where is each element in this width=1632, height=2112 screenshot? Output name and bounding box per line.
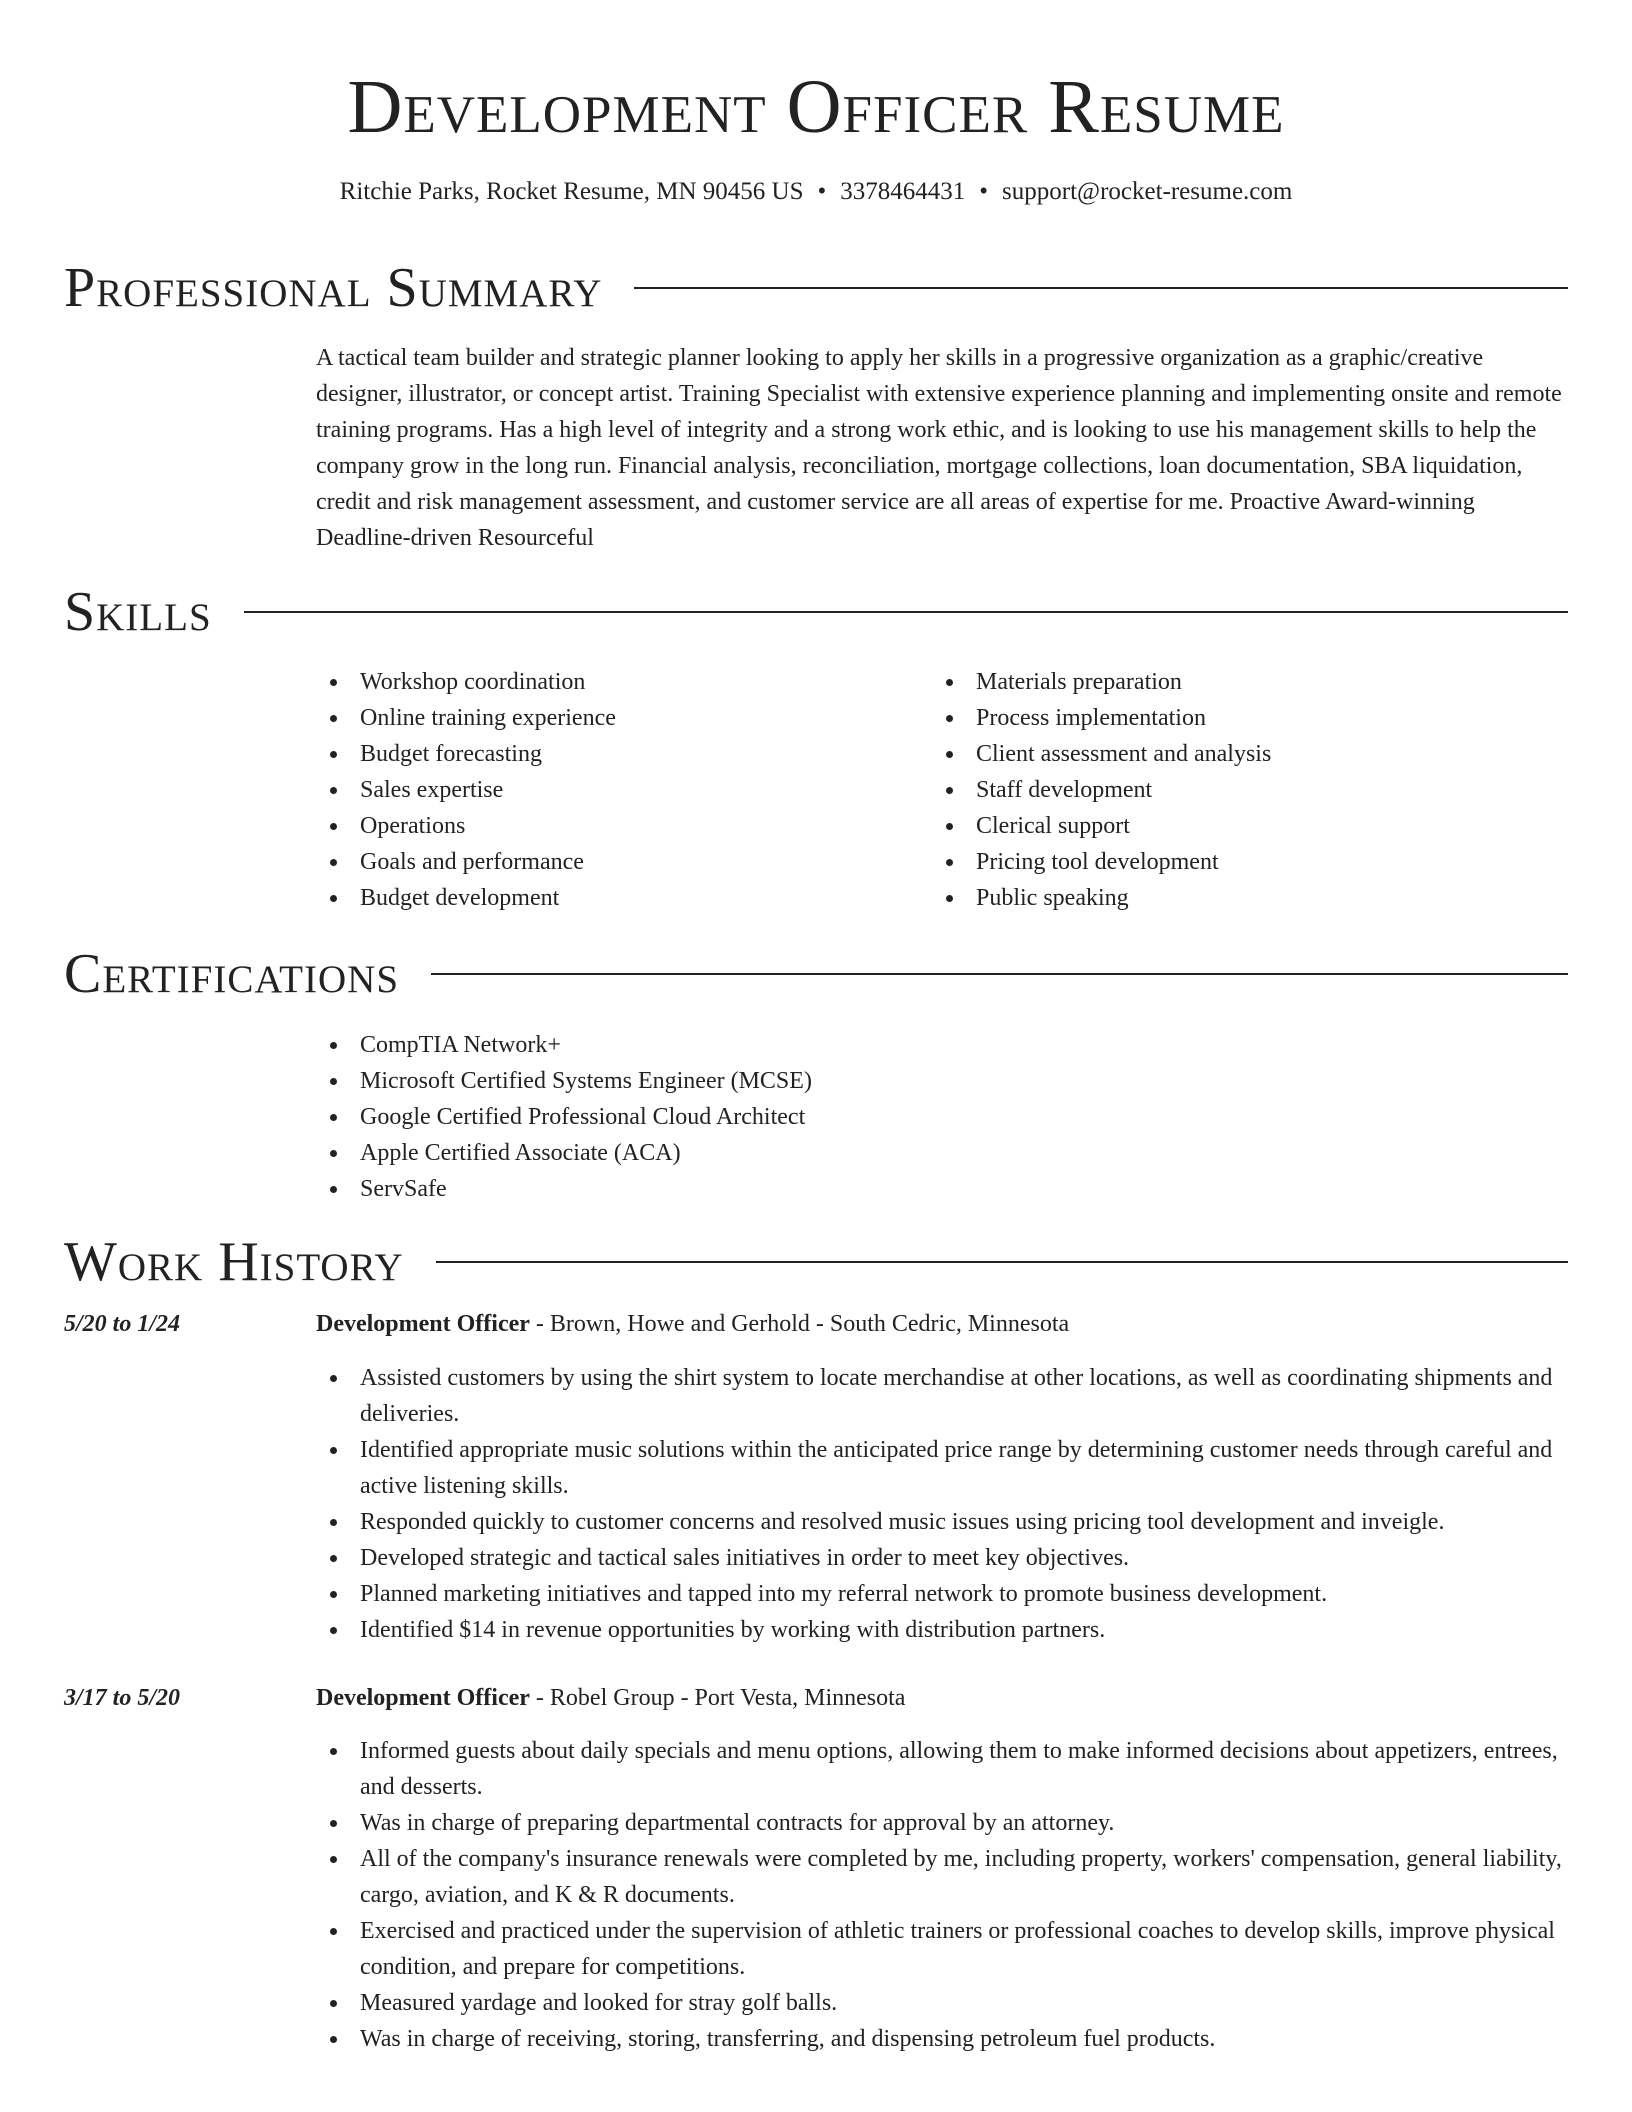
skill-item: Budget development	[316, 880, 916, 916]
certification-item: CompTIA Network+	[316, 1027, 1216, 1063]
job-bullets	[316, 1360, 1572, 1648]
section-heading: Work History	[64, 1231, 404, 1293]
job-bullet: Exercised and practiced under the supervision of athletic trainers or professional coaches to develop skills, improve physical condition, and prepare for competitions.	[316, 1913, 1572, 1985]
skill-item: Clerical support	[932, 808, 1532, 844]
job-role: Development Officer	[316, 1685, 530, 1711]
job-dates: 3/17 to 5/20	[64, 1685, 181, 1711]
contact-phone[interactable]: 3378464431	[840, 178, 966, 205]
job-bullets	[316, 1733, 1572, 2057]
section-professional-summary	[64, 258, 1568, 318]
skills-list-right	[932, 664, 1532, 916]
certification-item: Apple Certified Associate (ACA)	[316, 1135, 1216, 1171]
skill-item: Public speaking	[932, 880, 1532, 916]
job-bullet: Developed strategic and tactical sales initiatives in order to meet key objectives.	[316, 1540, 1572, 1576]
skill-item: Sales expertise	[316, 772, 916, 808]
summary-text: A tactical team builder and strategic planner looking to apply her skills in a progressive organization as a graphic/creative designer, illustrator, or concept artist. Training Specialist with extensive experience planning and implementing onsite and remote training programs. Has a high level of integrity and a strong work ethic, and is looking to use his management skills to help the company grow in the long run. Financial analysis, reconciliation, mortgage collections, loan documentation, SBA liquidation, credit and risk management assessment, and customer service are all areas of expertise for me. Proactive Award-winning Deadline-driven Resourceful	[316, 345, 1562, 551]
contact-email[interactable]: support@rocket-resume.com	[1002, 178, 1293, 205]
skill-item: Budget forecasting	[316, 736, 916, 772]
job-employer: - Robel Group - Port Vesta, Minnesota	[529, 1685, 906, 1711]
resume-title: Development Officer Resume	[347, 65, 1285, 149]
job-bullet: Measured yardage and looked for stray golf balls.	[316, 1985, 1572, 2021]
job-bullet: Was in charge of preparing departmental contracts for approval by an attorney.	[316, 1805, 1572, 1841]
skill-item: Goals and performance	[316, 844, 916, 880]
certification-item: Microsoft Certified Systems Engineer (MCSE)	[316, 1063, 1216, 1099]
section-heading: Certifications	[64, 943, 400, 1005]
job-bullet: Identified appropriate music solutions within the anticipated price range by determining customer needs through careful and active listening skills.	[316, 1432, 1572, 1504]
section-divider	[634, 287, 1568, 289]
job-heading	[316, 1306, 1069, 1342]
skill-item: Materials preparation	[932, 664, 1532, 700]
job-heading	[316, 1680, 905, 1716]
skill-item: Client assessment and analysis	[932, 736, 1532, 772]
section-divider	[244, 611, 1568, 613]
certifications-list	[316, 1027, 1216, 1207]
section-work-history	[64, 1232, 1568, 1292]
job-bullet: All of the company's insurance renewals were completed by me, including property, workers' compensation, general liability, cargo, aviation, and K & R documents.	[316, 1841, 1572, 1913]
certification-item: Google Certified Professional Cloud Architect	[316, 1099, 1216, 1135]
contact-separator: •	[817, 178, 827, 205]
section-heading: Professional Summary	[64, 257, 603, 319]
certification-item: ServSafe	[316, 1171, 1216, 1207]
job-bullet: Assisted customers by using the shirt system to locate merchandise at other locations, as well as coordinating shipments and deliveries.	[316, 1360, 1572, 1432]
skills-list-left	[316, 664, 916, 916]
job-bullet: Informed guests about daily specials and menu options, allowing them to make informed decisions about appetizers, entrees, and desserts.	[316, 1733, 1572, 1805]
section-divider	[431, 973, 1568, 975]
section-skills	[64, 582, 1568, 642]
skill-item: Staff development	[932, 772, 1532, 808]
skill-item: Pricing tool development	[932, 844, 1532, 880]
job-dates: 5/20 to 1/24	[64, 1311, 181, 1337]
job-bullet: Was in charge of receiving, storing, transferring, and dispensing petroleum fuel products.	[316, 2021, 1572, 2057]
skill-item: Operations	[316, 808, 916, 844]
section-divider	[436, 1261, 1568, 1263]
skill-item: Workshop coordination	[316, 664, 916, 700]
contact-line	[0, 176, 1632, 208]
job-role: Development Officer	[316, 1311, 530, 1337]
job-bullet: Identified $14 in revenue opportunities by working with distribution partners.	[316, 1612, 1572, 1648]
section-certifications	[64, 944, 1568, 1004]
contact-address: Ritchie Parks, Rocket Resume, MN 90456 US	[339, 178, 804, 205]
job-bullet: Responded quickly to customer concerns and resolved music issues using pricing tool development and inveigle.	[316, 1504, 1572, 1540]
contact-separator: •	[979, 178, 989, 205]
job-employer: - Brown, Howe and Gerhold - South Cedric, Minnesota	[529, 1311, 1070, 1337]
skill-item: Online training experience	[316, 700, 916, 736]
job-bullet: Planned marketing initiatives and tapped into my referral network to promote business development.	[316, 1576, 1572, 1612]
skill-item: Process implementation	[932, 700, 1532, 736]
section-heading: Skills	[64, 581, 212, 643]
